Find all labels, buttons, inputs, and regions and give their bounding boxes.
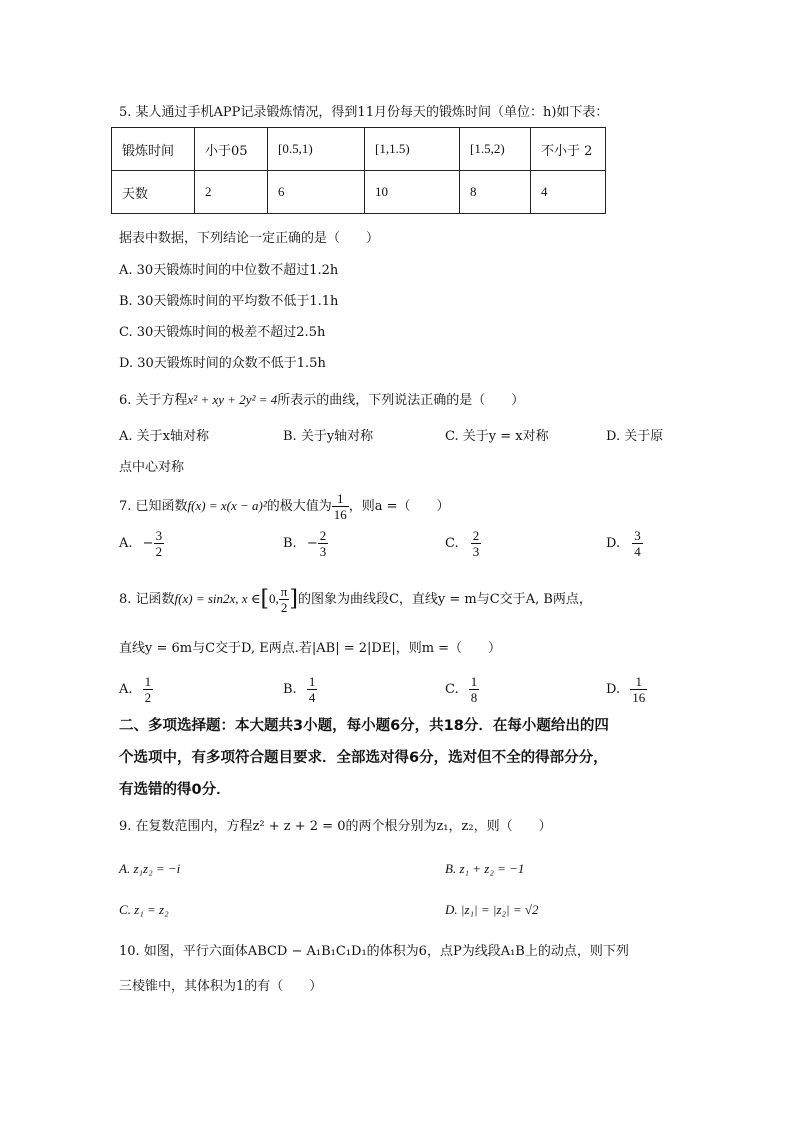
option-label: C. bbox=[445, 536, 459, 551]
fraction-numerator: 3 bbox=[634, 528, 641, 543]
section2-line3: 有选错的得0分． bbox=[119, 782, 231, 798]
fraction-denominator: 3 bbox=[472, 544, 480, 559]
q5-option-c: C. 30天锻炼时间的极差不超过2.5h bbox=[119, 325, 326, 340]
fraction-numerator: 1 bbox=[144, 674, 152, 689]
q9-option-d: D. |z₁| = |z₂| = √2 bbox=[445, 902, 539, 917]
q7-option-b bbox=[283, 528, 328, 559]
fraction-numerator: 1 bbox=[470, 674, 478, 689]
q6-continuation: 点中心对称 bbox=[119, 460, 185, 475]
table-cell: 小于05 bbox=[195, 128, 268, 171]
q7-stem bbox=[119, 490, 450, 523]
q7-max-fraction bbox=[332, 491, 349, 522]
q7-option-d bbox=[606, 528, 643, 559]
right-bracket: ] bbox=[289, 586, 298, 612]
table-row bbox=[112, 171, 606, 214]
option-fraction bbox=[469, 674, 480, 705]
q8-line1-mid: 的图象为曲线段C，直线y = m与C交于A, B两点， bbox=[297, 592, 592, 607]
fraction-denominator: 2 bbox=[144, 690, 152, 705]
option-label: C. bbox=[445, 682, 459, 697]
q9-option-a: A. z₁z₂ = −i bbox=[119, 861, 181, 876]
fraction-denominator: 16 bbox=[632, 690, 646, 705]
q9-stem: 9. 在复数范围内，方程z² + z + 2 = 0的两个根分别为z₁，z₂，则（ ） bbox=[119, 819, 552, 834]
fraction-denominator: 4 bbox=[634, 544, 641, 559]
table-cell: 6 bbox=[268, 171, 365, 214]
fraction-denominator: 8 bbox=[470, 690, 478, 705]
q7-middle: 的极大值为 bbox=[266, 499, 332, 514]
option-label: D. bbox=[606, 682, 621, 697]
q5-prompt: 据表中数据，下列结论一定正确的是（ ） bbox=[119, 231, 380, 246]
q6-option-c: C. 关于y = x对称 bbox=[445, 429, 549, 444]
option-label: B. bbox=[283, 536, 297, 551]
q8-func: f(x) = sin2x, x ∈ bbox=[174, 591, 261, 606]
table-cell: 10 bbox=[365, 171, 460, 214]
table-cell: 4 bbox=[531, 171, 606, 214]
q8-line2: 直线y = 6m与C交于D, E两点.若|AB| = 2|DE|，则m =（ ） bbox=[119, 641, 502, 656]
option-fraction bbox=[471, 528, 482, 559]
fraction-denominator: 4 bbox=[308, 690, 316, 705]
q6-option-d: D. 关于原 bbox=[606, 429, 664, 444]
fraction-numerator: 1 bbox=[630, 674, 647, 690]
q6-prefix: 6. 关于方程 bbox=[119, 393, 188, 408]
option-fraction bbox=[143, 674, 154, 705]
q8-interval-fraction bbox=[279, 584, 290, 615]
section2-line2: 个选项中，有多项符合题目要求．全部选对得6分，选对但不全的得部分分， bbox=[119, 750, 608, 766]
fraction-numerator: 3 bbox=[155, 528, 163, 543]
option-sign: − bbox=[142, 536, 154, 551]
q5-option-b: B. 30天锻炼时间的平均数不低于1.1h bbox=[119, 294, 339, 309]
option-fraction bbox=[632, 528, 643, 559]
table-cell: [1.5,2) bbox=[460, 128, 531, 171]
option-fraction bbox=[307, 674, 318, 705]
q6-suffix: 所表示的曲线，下列说法正确的是（ ） bbox=[277, 393, 525, 408]
q6-stem bbox=[119, 391, 524, 410]
q7-func: f(x) = x(x − a)² bbox=[187, 498, 267, 513]
option-label: B. bbox=[283, 682, 297, 697]
q10-line1: 10. 如图，平行六面体ABCD − A₁B₁C₁D₁的体积为6，点P为线段A₁B上的动点，则下列 bbox=[119, 944, 629, 959]
table-cell: [0.5,1) bbox=[268, 128, 365, 171]
q9-option-c: C. z₁ = z₂ bbox=[119, 902, 169, 917]
fraction-denominator: 3 bbox=[319, 544, 327, 559]
table-cell: 不小于 2 bbox=[531, 128, 606, 171]
q5-option-a: A. 30天锻炼时间的中位数不超过1.2h bbox=[119, 263, 339, 278]
table-cell: 锻炼时间 bbox=[112, 128, 195, 171]
option-fraction bbox=[154, 528, 165, 559]
option-fraction bbox=[630, 674, 647, 705]
q8-line1 bbox=[119, 582, 592, 617]
q8-option-a bbox=[119, 674, 153, 705]
q5-option-d: D. 30天锻炼时间的众数不低于1.5h bbox=[119, 356, 326, 371]
q5-table bbox=[111, 127, 606, 214]
q9-option-b: B. z₁ + z₂ = −1 bbox=[445, 861, 525, 876]
fraction-denominator: 2 bbox=[280, 600, 288, 615]
table-cell: [1,1.5) bbox=[365, 128, 460, 171]
fraction-numerator: 2 bbox=[472, 528, 480, 543]
q7-prefix: 7. 已知函数 bbox=[119, 499, 188, 514]
q7-option-c bbox=[445, 528, 481, 559]
q6-equation: x² + xy + 2y² = 4 bbox=[187, 392, 278, 407]
table-row bbox=[112, 128, 606, 171]
left-bracket: [ bbox=[260, 586, 270, 612]
q6-option-a: A. 关于x轴对称 bbox=[119, 429, 209, 444]
q10-line2: 三棱锥中，其体积为1的有（ ） bbox=[119, 979, 323, 994]
table-cell: 2 bbox=[195, 171, 268, 214]
table-cell: 8 bbox=[460, 171, 531, 214]
option-label: A. bbox=[119, 682, 133, 697]
fraction-numerator: 1 bbox=[332, 491, 349, 507]
q8-prefix: 8. 记函数 bbox=[119, 592, 175, 607]
q8-option-d bbox=[606, 674, 647, 705]
q8-option-b bbox=[283, 674, 317, 705]
q8-interval-left: 0, bbox=[269, 591, 279, 606]
section2-line1: 二、多项选择题：本大题共3小题，每小题6分，共18分．在每小题给出的四 bbox=[119, 718, 609, 734]
q7-suffix: ，则a =（ ） bbox=[348, 499, 450, 514]
option-label: D. bbox=[606, 536, 621, 551]
table-cell: 天数 bbox=[112, 171, 195, 214]
option-label: A. bbox=[119, 536, 133, 551]
fraction-numerator: 1 bbox=[308, 674, 316, 689]
option-fraction bbox=[318, 528, 329, 559]
fraction-numerator: 2 bbox=[319, 528, 327, 543]
q5-stem: 5. 某人通过手机APP记录锻炼情况，得到11月份每天的锻炼时间（单位：h)如下表： bbox=[119, 105, 609, 120]
fraction-numerator: π bbox=[280, 584, 288, 599]
option-sign: − bbox=[306, 536, 318, 551]
fraction-denominator: 2 bbox=[155, 544, 163, 559]
q6-option-b: B. 关于y轴对称 bbox=[283, 429, 374, 444]
q7-option-a bbox=[119, 528, 164, 559]
q8-option-c bbox=[445, 674, 479, 705]
fraction-denominator: 16 bbox=[333, 507, 347, 522]
